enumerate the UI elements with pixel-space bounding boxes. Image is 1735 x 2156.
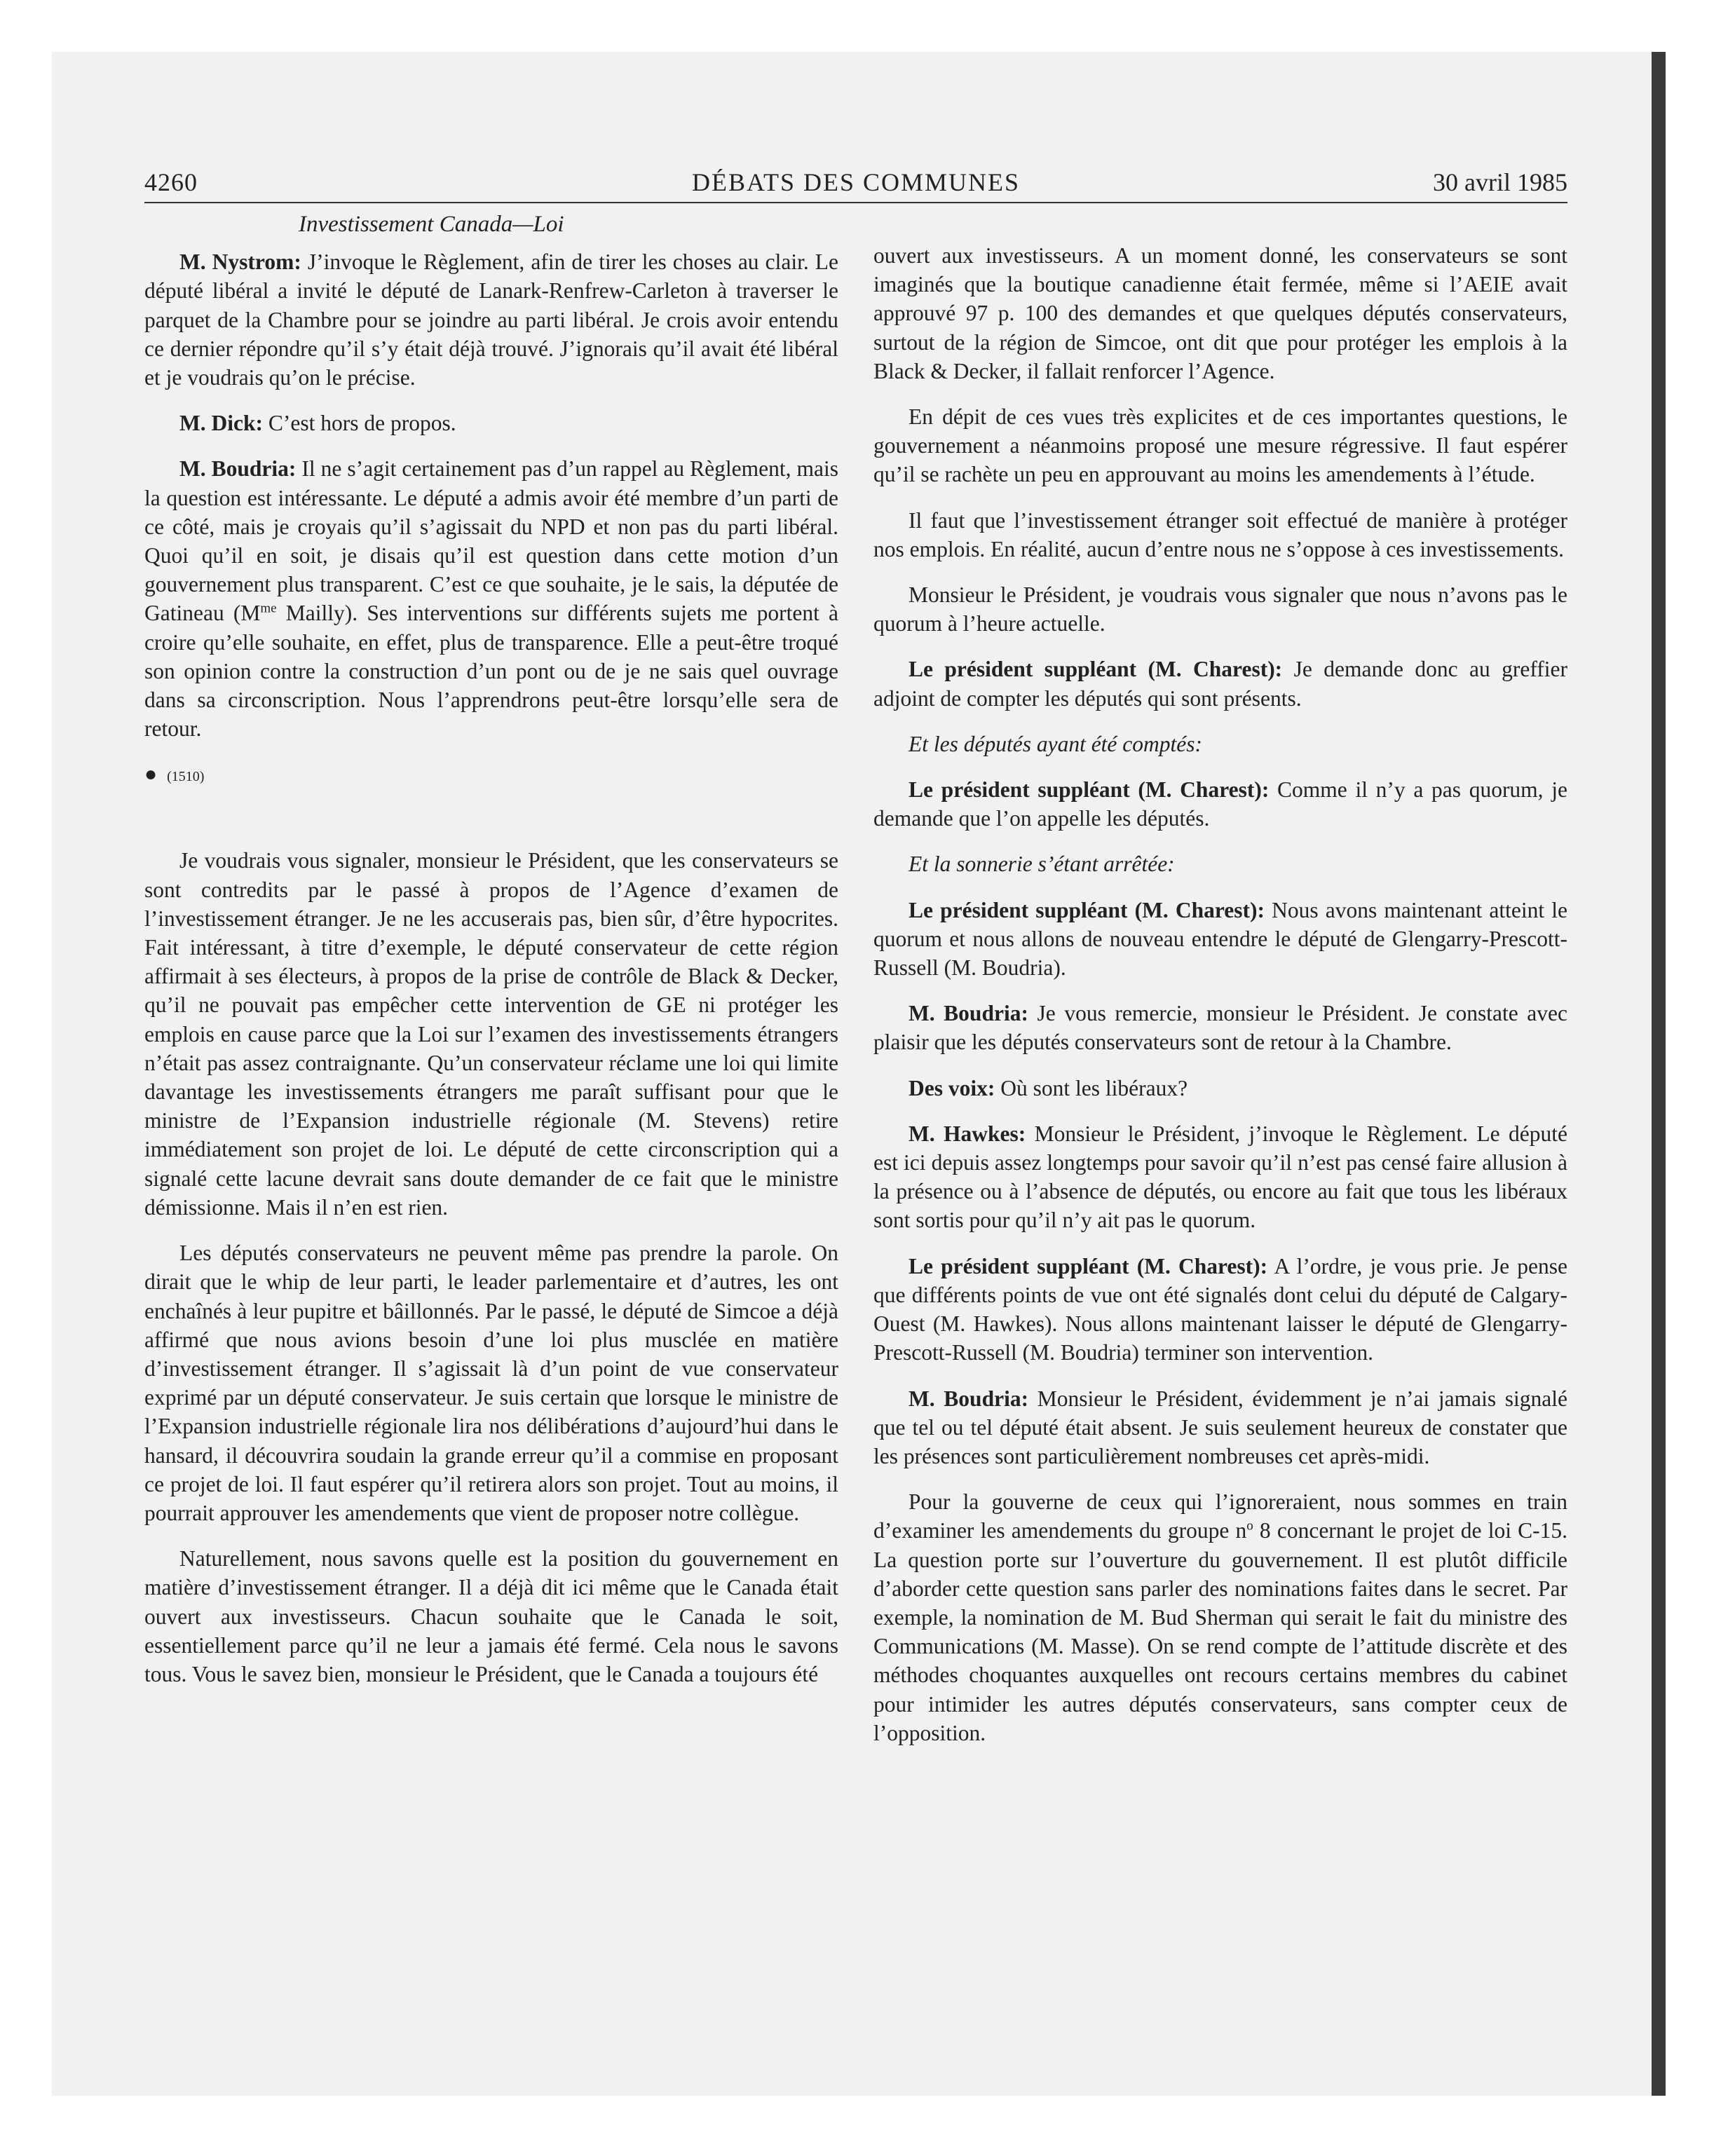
speech-text: Nous avons maintenant atteint le quorum et nous allons de nouveau entendre le député de Glengarry-Prescott-Russell (M. Boudria). — [873, 897, 1567, 981]
paragraph: Il faut que l’investissement étranger soit effectué de manière à protéger nos emplois. En réalité, aucun d’entre nous ne s’oppose à ces investissements. — [873, 507, 1567, 561]
paragraph — [144, 454, 838, 743]
stage-direction: Et la sonnerie s’étant arrêtée: — [909, 852, 1175, 877]
paragraph — [873, 896, 1567, 983]
stage-direction: Et les députés ayant été comptés: — [909, 731, 1202, 756]
speech-text: J’invoque le Règlement, afin de tirer les choses au clair. Le député libéral a invité le député de Lanark-Renfrew-Carleton à traverser le parquet de la Chambre pour se joindre au parti libéral. Je crois avoir entendu ce dernier répondre qu’il s’y était déjà trouvé. J’ignorais qu’il avait été libéral et je voudrais qu’on le précise. — [144, 250, 838, 390]
speech-text: Monsieur le Président, j’invoque le Règlement. Le député est ici depuis assez longtemps pour savoir qu’il n’est pas censé faire allusion à la présence ou à l’absence de députés, ou encore au fait que tous les libéraux sont sortis pour qu’il n’y ait pas le quorum. — [873, 1121, 1568, 1233]
speaker-name: Le président suppléant (M. Charest): — [909, 657, 1283, 682]
speaker-name: M. Hawkes: — [909, 1121, 1026, 1146]
paragraph — [873, 1384, 1567, 1471]
page-number: 4260 — [144, 168, 198, 196]
speaker-name: Des voix: — [909, 1075, 995, 1100]
time-marker — [144, 760, 838, 789]
speech-text: Je vous remercie, monsieur le Président. Je constate avec plaisir que les députés conservateurs sont de retour à la Chambre. — [873, 1001, 1567, 1055]
scan-edge-bar — [1652, 52, 1666, 2096]
paragraph — [873, 1119, 1567, 1235]
paragraph — [144, 409, 838, 437]
page-header — [144, 165, 1567, 205]
superscript: me — [260, 601, 277, 616]
speaker-name: M. Boudria: — [909, 1001, 1028, 1026]
bullet-icon: ● — [144, 763, 158, 786]
speech-text: 8 concernant le projet de loi C-15. La question porte sur l’ouverture du gouvernement. Il est plutôt difficile d’aborder cette question sans parler des nominations faites dans le secret. Par exemple, la nomination de M. Bud Sherman qui serait le fait du ministre des Communications (M. Masse). On se rend compte de l’attitude discrète et des méthodes choquantes auxquelles ont recours certains membres du cabinet pour intimider les autres députés conservateurs, sans compter ceux de l’opposition. — [873, 1518, 1568, 1745]
paragraph: Monsieur le Président, je voudrais vous signaler que nous n’avons pas le quorum à l’heure actuelle. — [873, 582, 1567, 636]
speaker-name: Le président suppléant (M. Charest): — [909, 1253, 1268, 1278]
speaker-name: Le président suppléant (M. Charest): — [909, 777, 1270, 803]
paragraph — [873, 775, 1567, 833]
paragraph — [873, 1252, 1567, 1367]
header-rule — [144, 202, 1567, 203]
paragraph-continued: ouvert aux investisseurs. A un moment donné, les conservateurs se sont imaginés que la boutique canadienne était fermée, même si l’AEIE avait approuvé 97 p. 100 des demandes et que quelques députés conservateurs, surtout de la région de Simcoe, ont dit que pour protéger les emplois à la Black & Decker, il fallait renforcer l’Agence. — [873, 243, 1567, 383]
speech-text: Il ne s’agit certainement pas d’un rappel au Règlement, mais la question est intéressante. Le député a admis avoir été membre d’un parti de ce côté, mais je croyais qu’il s’agissait du NPD et non pas du parti libéral. Quoi qu’il en soit, je disais qu’il est question dans cette motion d’un gouvernement plus transparent. C’est ce que souhaite, je le sais, la députée de Gatineau (M — [144, 456, 838, 626]
speaker-name: M. Nystrom: — [179, 250, 301, 275]
speaker-name: Le président suppléant (M. Charest): — [909, 897, 1265, 922]
speech-text: Monsieur le Président, évidemment je n’ai jamais signalé que tel ou tel député était absent. Je suis seulement heureux de constater que les présences sont particulièrement nombreuses cet après-midi. — [873, 1386, 1567, 1468]
paragraph: Je voudrais vous signaler, monsieur le Président, que les conservateurs se sont contredits par le passé à propos de l’Agence d’examen de l’investissement étranger. Je ne les accuserais pas, bien sûr, d’être hypocrites. Fait intéressant, à titre d’exemple, le député conservateur de cette région affirmait à ses électeurs, à propos de la prise de contrôle de Black & Decker, qu’il ne pouvait pas empêcher cette intervention de GE ni protéger les emplois en cause parce que la Loi sur l’examen des investissements étrangers n’était pas assez contraignante. Qu’un conservateur réclame une loi qui limite davantage les investissements étrangers me paraît suffisant pour que le ministre de l’Expansion industrielle régionale (M. Stevens) retire immédiatement son projet de loi. Le député de cette circonscription qui a signalé cette lacune devrait sans doute demander de ce fait que le ministre démissionne. Mais il n’en est rien. — [144, 848, 838, 1220]
paragraph: Les députés conservateurs ne peuvent même pas prendre la parole. On dirait que le whip de leur parti, le leader parlementaire et d’autres, les ont enchaînés à leur pupitre et bâillonnés. Par le passé, le député de Simcoe a déjà affirmé que nous avions besoin d’une loi plus musclée en matière d’investissement étranger. Il s’agissait là d’un point de vue conservateur exprimé par un député conservateur. Je suis certain que lorsque le ministre de l’Expansion industrielle régionale lira nos délibérations d’aujourd’hui dans le hansard, il découvrira soudain la grande erreur qu’il a commise en proposant ce projet de loi. Il faut espérer qu’il retirera alors son projet. Tout au moins, il pourrait approuver les amendements que vient de proposer notre collègue. — [144, 1241, 838, 1525]
paragraph: Naturellement, nous savons quelle est la position du gouvernement en matière d’investissement étranger. Il a déjà dit ici même que le Canada était ouvert aux investisseurs. Chacun souhaite que le Canada le soit, essentiellement parce qu’il ne leur a jamais été fermé. Cela nous le savons tous. Vous le savez bien, monsieur le Président, que le Canada a toujours été — [144, 1546, 838, 1686]
speaker-name: M. Dick: — [179, 411, 263, 436]
section-title: Investissement Canada—Loi — [299, 212, 564, 237]
paragraph: En dépit de ces vues très explicites et de ces importantes questions, le gouvernement a néanmoins proposé une mesure régressive. Il faut espérer qu’il se rachète un peu en approuvant au moins les amendements à l’étude. — [873, 404, 1567, 487]
paragraph — [873, 999, 1567, 1056]
speech-text: Comme il n’y a pas quorum, je demande que l’on appelle les députés. — [873, 777, 1567, 831]
time-marker-label: (1510) — [167, 769, 205, 785]
speaker-name: M. Boudria: — [179, 456, 297, 482]
speaker-name: M. Boudria: — [909, 1386, 1029, 1411]
speech-text: C’est hors de propos. — [262, 411, 456, 436]
speech-text: Mailly). Ses interventions sur différents sujets me portent à croire qu’elle souhaite, en effet, plus de transparence. Elle a peut-être troqué son opinion contre la construction d’un pont ou de je ne sais quel ouvrage dans sa circonscription. Nous l’apprendrons peut-être lorsqu’elle sera de retour. — [144, 601, 838, 742]
speech-text: A l’ordre, je vous prie. Je pense que différents points de vue ont été signalés dont celui du député de Calgary-Ouest (M. Hawkes). Nous allons maintenant laisser le député de Glengarry-Prescott-Russell (M. Boudria) terminer son intervention. — [873, 1253, 1567, 1365]
paragraph — [873, 655, 1567, 712]
left-column — [144, 210, 838, 1705]
paragraph — [144, 247, 838, 392]
publication-title: DÉBATS DES COMMUNES — [691, 168, 1021, 196]
superscript: o — [1246, 1518, 1253, 1534]
page-date: 30 avril 1985 — [1433, 168, 1567, 196]
paragraph — [873, 1487, 1567, 1747]
paragraph — [873, 1074, 1567, 1103]
right-column — [873, 241, 1567, 1764]
speech-text: Je demande donc au greffier adjoint de compter les députés qui sont présents. — [873, 657, 1567, 711]
speech-text: Où sont les libéraux? — [995, 1075, 1188, 1100]
speech-text: Pour la gouverne de ceux qui l’ignoreraient, nous sommes en train d’examiner les amendements du groupe n — [873, 1489, 1567, 1543]
